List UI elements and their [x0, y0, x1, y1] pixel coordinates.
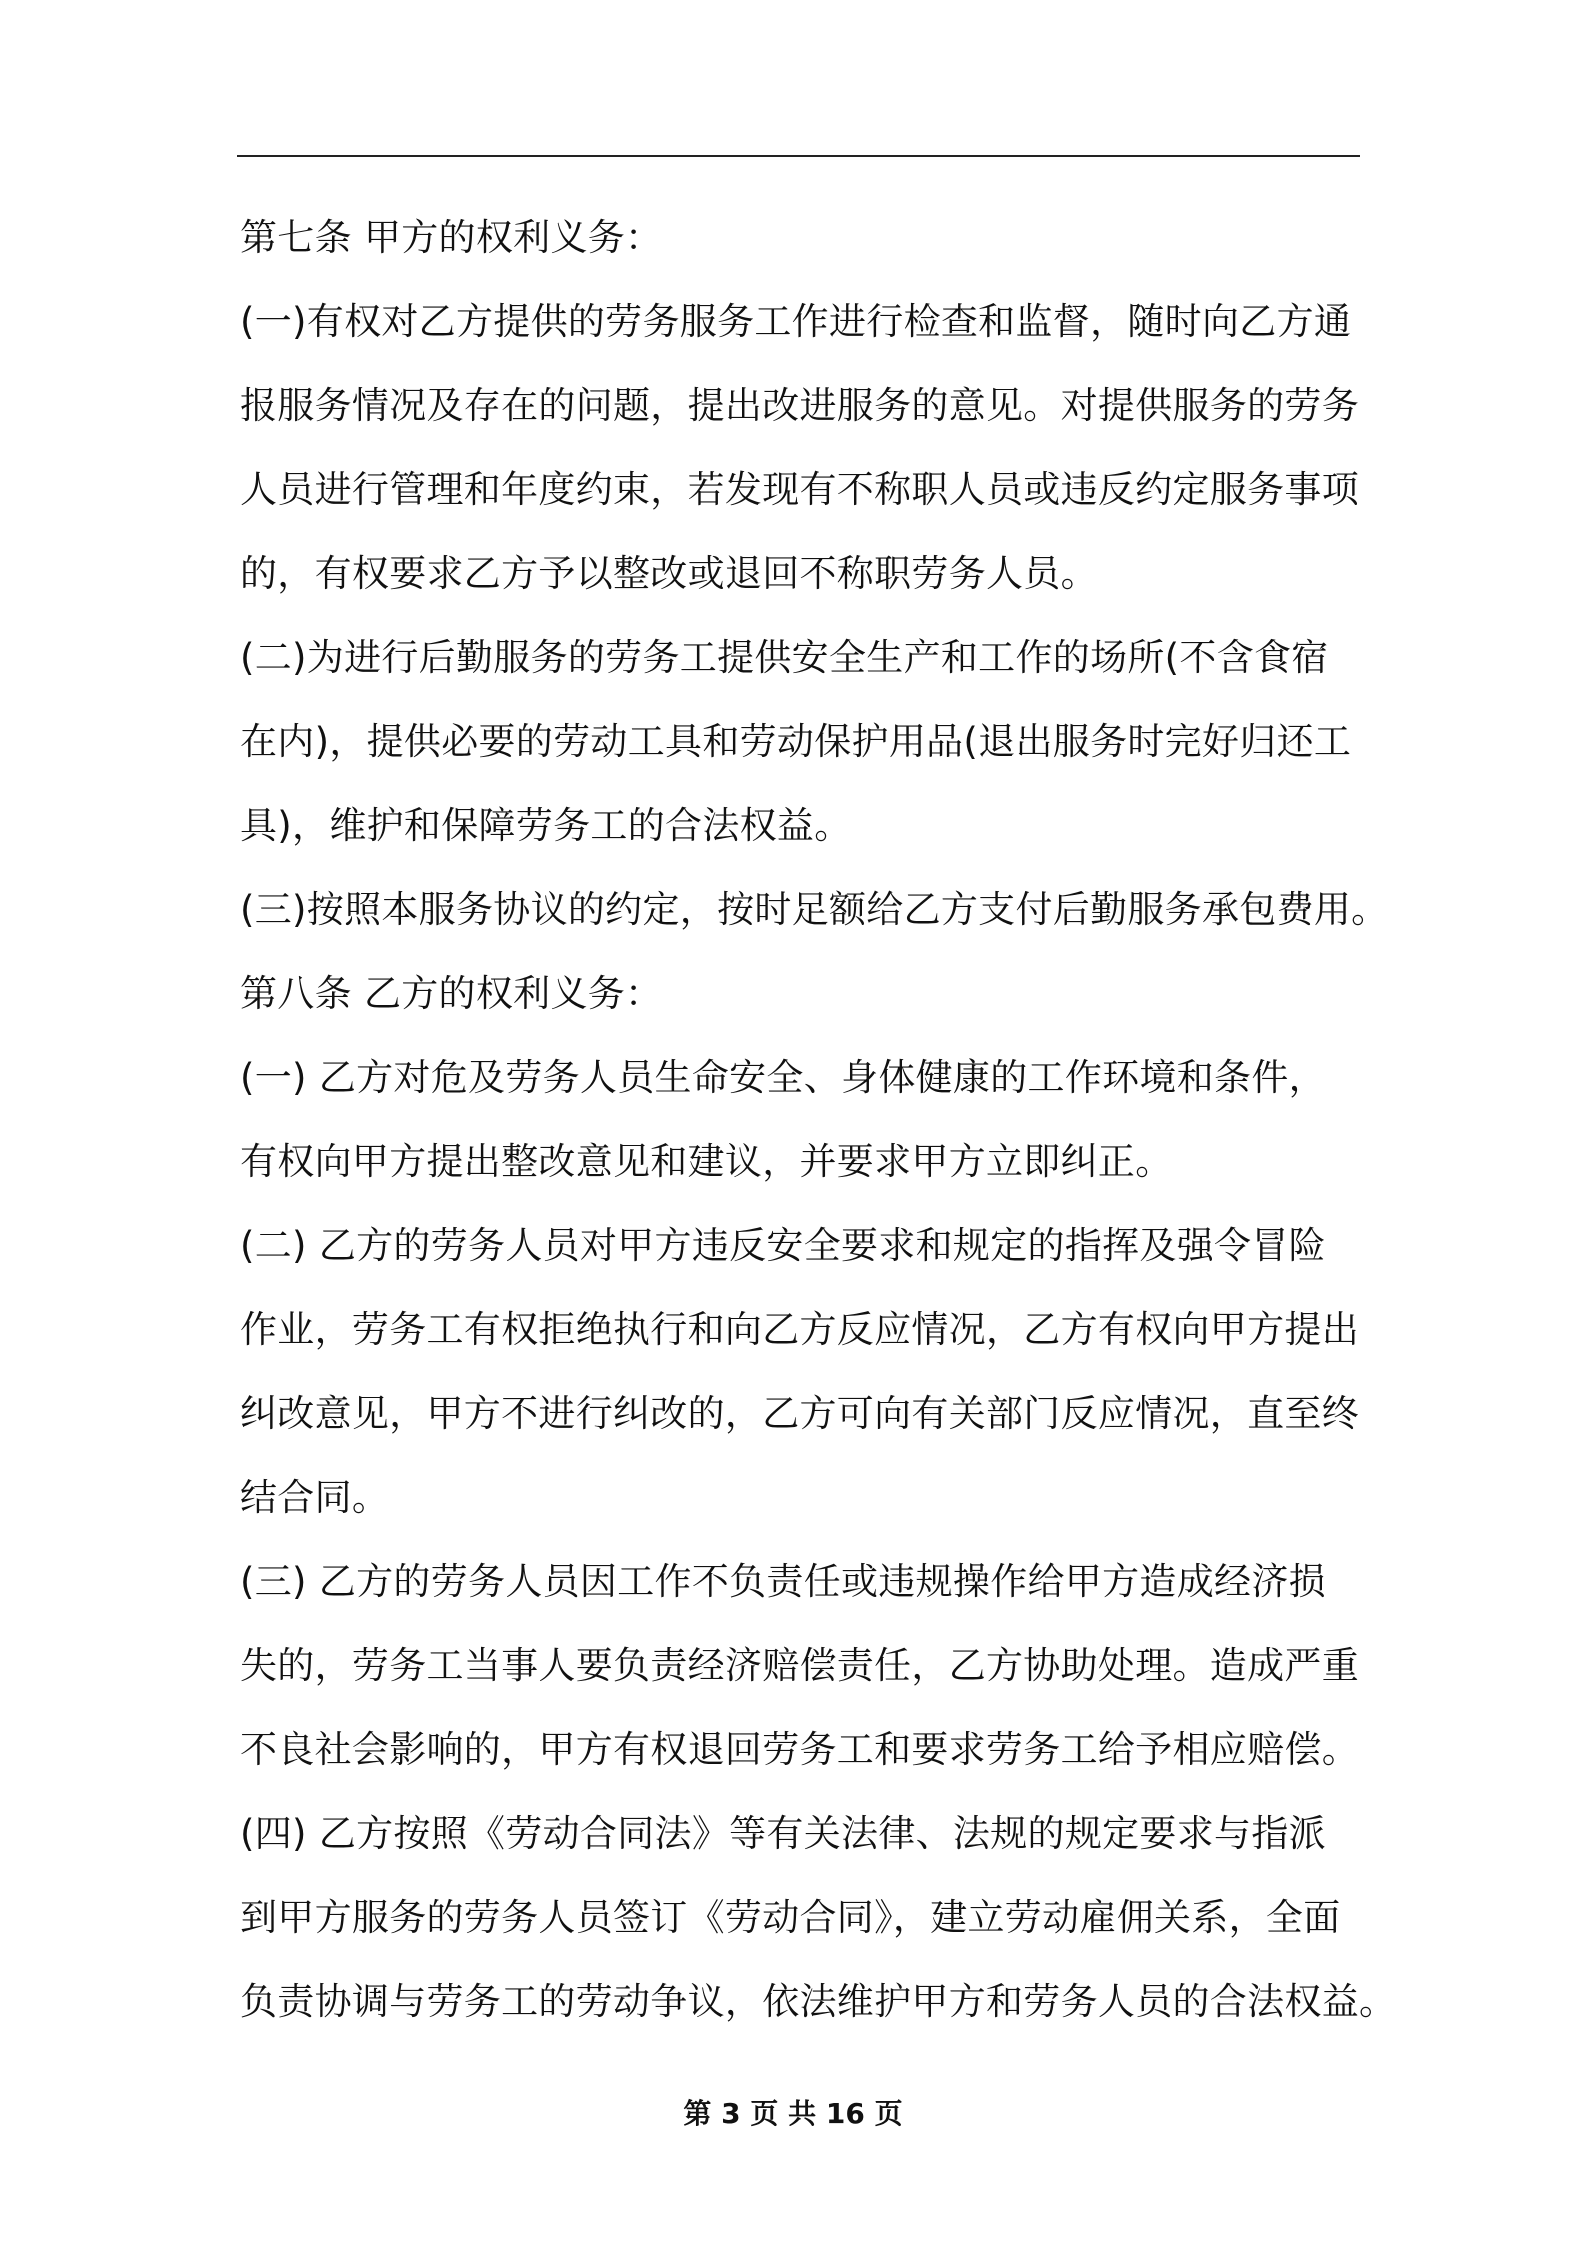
body-line: 的，有权要求乙方予以整改或退回不称职劳务人员。 — [240, 552, 1098, 595]
body-line: 纠改意见，甲方不进行纠改的，乙方可向有关部门反应情况，直至终 — [240, 1392, 1359, 1435]
body-line: 结合同。 — [240, 1476, 390, 1519]
body-line: (二)为进行后勤服务的劳务工提供安全生产和工作的场所(不含食宿 — [240, 636, 1329, 679]
body-line: 作业，劳务工有权拒绝执行和向乙方反应情况，乙方有权向甲方提出 — [240, 1308, 1359, 1351]
body-line: 报服务情况及存在的问题，提出改进服务的意见。对提供服务的劳务 — [240, 384, 1359, 427]
header-rule — [237, 155, 1360, 157]
body-line: 有权向甲方提出整改意见和建议，并要求甲方立即纠正。 — [240, 1140, 1173, 1183]
body-line: (二) 乙方的劳务人员对甲方违反安全要求和规定的指挥及强令冒险 — [240, 1224, 1326, 1267]
body-line: (一) 乙方对危及劳务人员生命安全、身体健康的工作环境和条件， — [240, 1056, 1326, 1099]
body-line: (三)按照本服务协议的约定，按时足额给乙方支付后勤服务承包费用。 — [240, 888, 1389, 931]
body-line: 不良社会影响的，甲方有权退回劳务工和要求劳务工给予相应赔偿。 — [240, 1728, 1359, 1771]
document-body — [240, 196, 1397, 2044]
page-number-footer: 第 3 页 共 16 页 — [683, 2097, 903, 2130]
body-line: 在内)，提供必要的劳动工具和劳动保护用品(退出服务时完好归还工 — [240, 720, 1352, 763]
article-8-heading: 第八条 乙方的权利义务： — [240, 972, 663, 1015]
body-line: (三) 乙方的劳务人员因工作不负责任或违规操作给甲方造成经济损 — [240, 1560, 1326, 1603]
body-line: 负责协调与劳务工的劳动争议，依法维护甲方和劳务人员的合法权益。 — [240, 1980, 1397, 2023]
body-line: 具)，维护和保障劳务工的合法权益。 — [240, 804, 852, 847]
body-line: 到甲方服务的劳务人员签订《劳动合同》，建立劳动雇佣关系，全面 — [240, 1896, 1341, 1939]
article-7-heading: 第七条 甲方的权利义务： — [240, 216, 663, 259]
body-line: 人员进行管理和年度约束，若发现有不称职人员或违反约定服务事项 — [240, 468, 1359, 511]
body-line: (四) 乙方按照《劳动合同法》等有关法律、法规的规定要求与指派 — [240, 1812, 1326, 1855]
body-line: 失的，劳务工当事人要负责经济赔偿责任，乙方协助处理。造成严重 — [240, 1644, 1359, 1687]
body-line: (一)有权对乙方提供的劳务服务工作进行检查和监督，随时向乙方通 — [240, 300, 1352, 343]
